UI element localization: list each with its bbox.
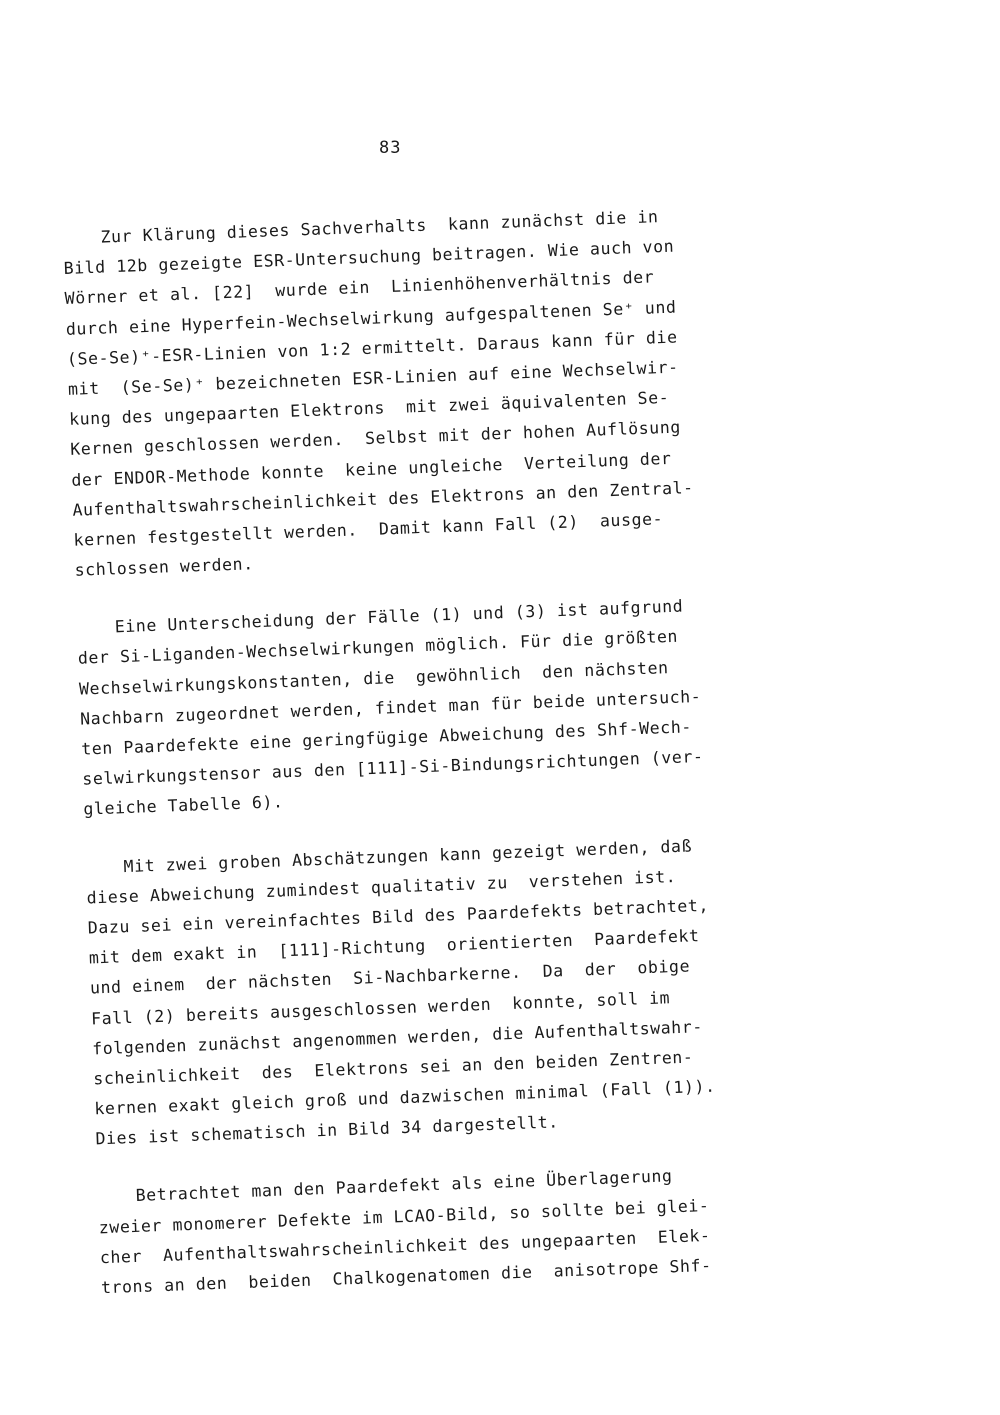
- text-line: Nachbarn zugeordnet werden, findet man für beide untersuch-: [79, 686, 702, 729]
- body-text: [62, 198, 812, 1331]
- text-line: durch eine Hyperfein-Wechselwirkung aufgespaltenen Se⁺ und: [65, 297, 677, 339]
- text-line: scheinlichkeit des Elektrons sei an den beiden Zentren-: [92, 1047, 694, 1089]
- text-line: cher Aufenthaltswahrscheinlichkeit des ungepaarten Elek-: [99, 1225, 711, 1268]
- text-line: Dazu sei ein vereinfachtes Bild des Paardefekts betrachtet,: [87, 895, 710, 938]
- text-line: Wörner et al. [22] wurde ein Linienhöhenverhältnis der: [64, 267, 655, 309]
- text-line: mit dem exakt in [111]-Richtung orientierten Paardefekt: [88, 926, 700, 968]
- text-line: Betrachtet man den Paardefekt als eine Überlagerung: [135, 1166, 673, 1206]
- text-line: der ENDOR-Methode konnte keine ungleiche Verteilung der: [71, 448, 672, 490]
- text-line: Eine Unterscheidung der Fälle (1) und (3) ist aufgrund: [114, 596, 684, 637]
- text-line: Aufenthaltswahrscheinlichkeit des Elektrons an den Zentral-: [72, 477, 694, 520]
- text-line: selwirkungstensor aus den [111]-Si-Bindungsrichtungen (ver-: [82, 747, 704, 789]
- text-line: (Se-Se)⁺-ESR-Linien von 1:2 ermittelt. Daraus kann für die: [66, 327, 678, 369]
- text-line: mit (Se-Se)⁺ bezeichneten ESR-Linien auf eine Wechselwir-: [67, 357, 679, 399]
- text-line: Fall (2) bereits ausgeschlossen werden konnte, soll im: [90, 987, 671, 1028]
- text-line: zweier monomerer Defekte im LCAO-Bild, so sollte bei glei-: [98, 1195, 710, 1237]
- text-line: folgenden zunächst angenommen werden, die Aufenthaltswahr-: [91, 1016, 704, 1059]
- page-number: 83: [379, 138, 402, 158]
- text-line: Kernen geschlossen werden. Selbst mit der hohen Auflösung: [69, 417, 682, 460]
- text-line: Mit zwei groben Abschätzungen kann gezeigt werden, daß: [123, 835, 693, 876]
- paragraph-3: [85, 827, 806, 1155]
- text-line: diese Abweichung zumindest qualitativ zu verstehen ist.: [86, 866, 677, 908]
- text-line: Zur Klärung dieses Sachverhalts kann zunächst die in: [100, 207, 659, 247]
- text-line: gleiche Tabelle 6).: [83, 792, 284, 819]
- text-line: ten Paardefekte eine geringfügige Abweichung des Shf-Wech-: [80, 717, 693, 759]
- text-line: Dies ist schematisch in Bild 34 dargestellt.: [95, 1112, 560, 1149]
- paragraph-2: [76, 588, 793, 825]
- paragraph-4: [97, 1157, 811, 1304]
- paragraph-1: [62, 198, 785, 586]
- text-line: und einem der nächsten Si-Nachbarkerne. Da der obige: [89, 956, 691, 998]
- text-line: Bild 12b gezeigte ESR-Untersuchung beitragen. Wie auch von: [63, 236, 675, 279]
- text-line: der Si-Liganden-Wechselwirkungen möglich. Für die größten: [77, 627, 679, 669]
- text-line: Wechselwirkungskonstanten, die gewöhnlich den nächsten: [78, 657, 669, 699]
- text-line: kung des ungepaarten Elektrons mit zwei äquivalenten Se-: [68, 387, 670, 429]
- text-line: kernen exakt gleich groß und dazwischen minimal (Fall (1)).: [94, 1076, 716, 1119]
- text-line: schlossen werden.: [74, 554, 255, 580]
- text-line: trons an den beiden Chalkogenatomen die anisotrope Shf-: [100, 1255, 712, 1298]
- text-line: kernen festgestellt werden. Damit kann Fall (2) ausge-: [73, 509, 664, 550]
